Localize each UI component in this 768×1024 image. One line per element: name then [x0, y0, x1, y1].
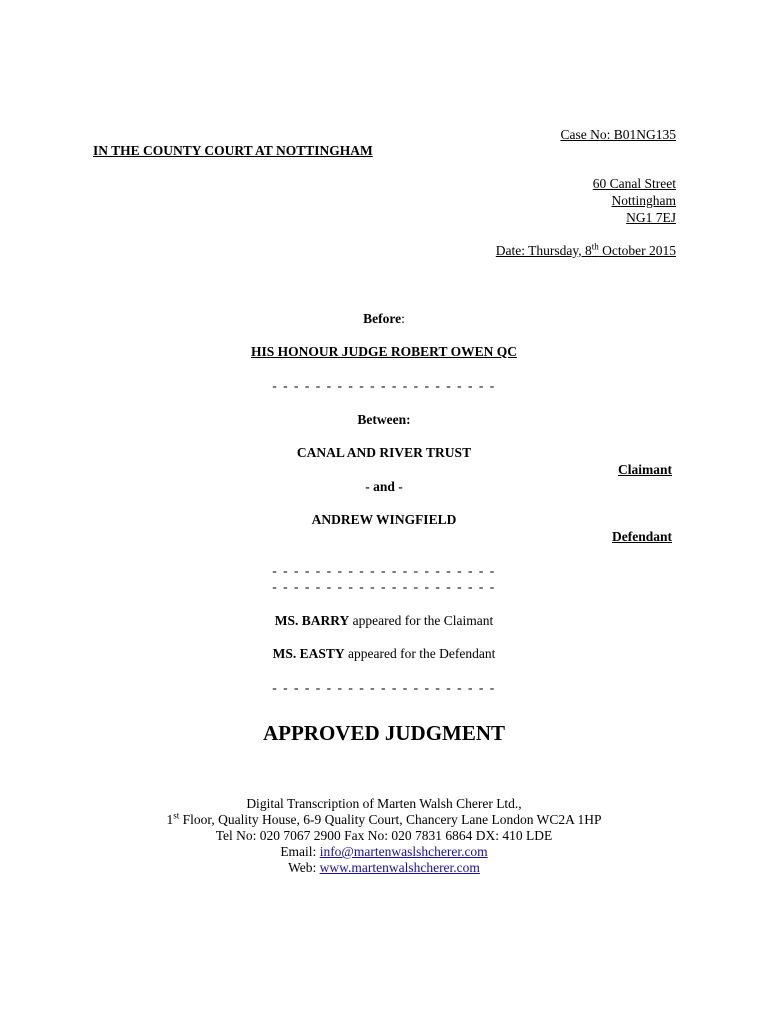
separator-1: - - - - - - - - - - - - - - - - - - - - - — [272, 378, 496, 393]
transcriber-footer — [0, 796, 768, 876]
footer-floor-number: 1 — [166, 812, 174, 827]
judgment-date — [496, 242, 676, 259]
court-name: IN THE COUNTY COURT AT NOTTINGHAM — [93, 143, 373, 158]
defendant-role: Defendant — [612, 529, 672, 544]
judge-name: HIS HONOUR JUDGE ROBERT OWEN QC — [251, 344, 517, 359]
court-address — [593, 175, 676, 226]
separator-3: - - - - - - - - - - - - - - - - - - - - - — [272, 579, 496, 594]
date-ordinal: th — [591, 241, 599, 252]
judge-name-line — [0, 343, 768, 360]
case-number: Case No: B01NG135 — [560, 127, 676, 142]
footer-email-line — [0, 844, 768, 860]
before-heading — [0, 310, 768, 327]
footer-address-rest: Floor, Quality House, 6-9 Quality Court, Chancery Lane London WC2A 1HP — [179, 812, 602, 827]
appearance-claimant-text: appeared for the Claimant — [349, 613, 494, 628]
between-label: Between: — [357, 412, 411, 427]
defendant-name: ANDREW WINGFIELD — [311, 512, 457, 527]
address-line-postcode: NG1 7EJ — [626, 210, 676, 225]
appearance-defendant — [0, 645, 768, 662]
separator-2: - - - - - - - - - - - - - - - - - - - - - — [272, 563, 496, 578]
date-suffix: October 2015 — [598, 243, 676, 258]
before-label: Before — [363, 311, 402, 326]
footer-floor-ordinal: st — [173, 810, 180, 821]
appearance-claimant — [0, 612, 768, 629]
footer-web-line — [0, 860, 768, 876]
footer-web-label: Web: — [288, 860, 320, 875]
claimant-role: Claimant — [618, 462, 672, 477]
document-title: APPROVED JUDGMENT — [262, 721, 506, 745]
footer-phone: Tel No: 020 7067 2900 Fax No: 020 7831 6864 DX: 410 LDE — [215, 828, 553, 843]
claimant-name: CANAL AND RIVER TRUST — [296, 445, 472, 460]
separator-4: - - - - - - - - - - - - - - - - - - - - - — [272, 680, 496, 695]
address-line-city: Nottingham — [611, 193, 676, 208]
address-line-street: 60 Canal Street — [592, 176, 676, 191]
date-prefix: Date: Thursday, 8 — [495, 243, 592, 258]
before-colon: : — [401, 311, 405, 326]
footer-company: Digital Transcription of Marten Walsh Cherer Ltd., — [246, 796, 522, 811]
footer-email-label: Email: — [280, 844, 320, 859]
appearance-defendant-text: appeared for the Defendant — [344, 646, 496, 661]
and-label: - and - — [365, 479, 403, 494]
counsel-defendant: MS. EASTY — [272, 646, 345, 661]
counsel-claimant: MS. BARRY — [274, 613, 350, 628]
website-link[interactable]: www.martenwalshcherer.com — [319, 860, 480, 875]
email-link[interactable]: info@martenwaslshcherer.com — [319, 844, 488, 859]
footer-address — [0, 812, 768, 828]
